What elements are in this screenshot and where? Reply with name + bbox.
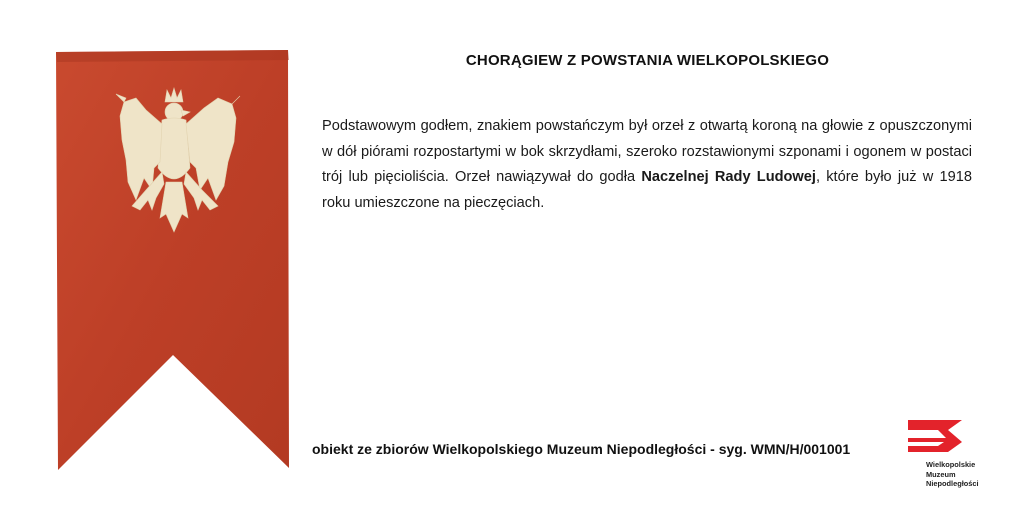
logo-line-2: Muzeum — [926, 469, 956, 479]
banner-image — [56, 50, 290, 470]
page-title: CHORĄGIEW Z POWSTANIA WIELKOPOLSKIEGO — [465, 52, 830, 69]
description-part1: Podstawowym godłem, znakiem powstańczym był orzeł z otwartą koroną na głowie z opuszczonymi w dół piórami rozpostartymi w bok skrzydłami, szeroko rozstawionymi szponami i ogonem w postaci trój lub pięciolіścia. Orzeł nawiązywał do godła — [322, 118, 972, 186]
museum-logo-icon — [904, 416, 968, 456]
description-text — [322, 114, 972, 216]
description-part2: , które było już w 1918 roku umieszczone na pieczęciach. — [322, 169, 972, 211]
logo-line-3: Niepodległości — [926, 479, 979, 488]
description-emphasis: Naczelnej Rady Ludowej — [641, 169, 816, 186]
collection-caption: obiekt ze zbiorów Wielkopolskiego Muzeum Niepodległości - syg. WMN/H/001001 — [312, 441, 851, 457]
logo-line-1: Wielkopolskie — [926, 460, 976, 469]
museum-logo-text — [926, 460, 979, 489]
